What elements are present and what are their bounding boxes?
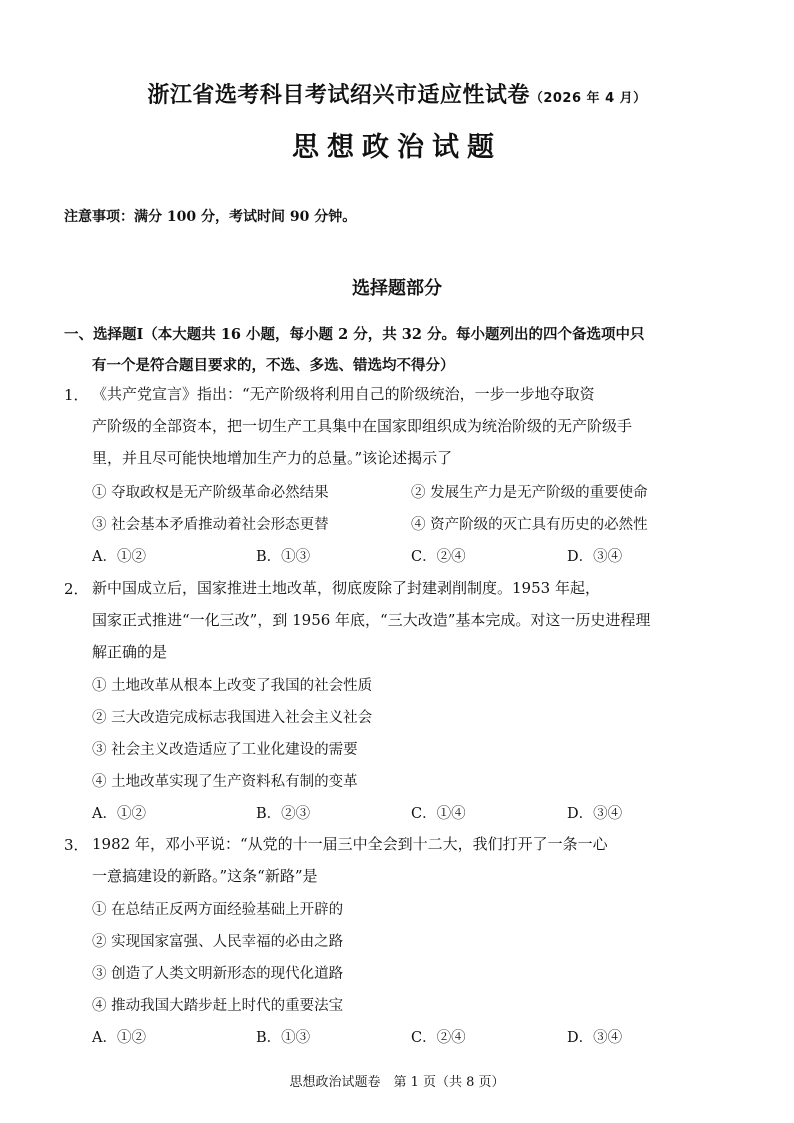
answer-choice: C．②④ (411, 549, 466, 565)
part-instructions (64, 319, 734, 381)
statement-option: ③ 社会基本矛盾推动着社会形态更替 (92, 517, 329, 533)
question-text-line: 1982 年，邓小平说：“从党的十一届三中全会到十二大，我们打开了一条一心 (92, 835, 608, 853)
statement-option: ① 土地改革从根本上改变了我国的社会性质 (92, 678, 373, 694)
answer-choice: A．①② (92, 549, 146, 565)
exam-title-text: 浙江省选考科目考试绍兴市适应性试卷 (147, 83, 530, 108)
page-footer: 思想政治试题卷 第 1 页（共 8 页） (289, 1075, 505, 1090)
question-text-line: 《共产党宣言》指出：“无产阶级将利用自己的阶级统治，一步一步地夺取资 (92, 385, 595, 403)
statement-option: ④ 推动我国大踏步赶上时代的重要法宝 (92, 998, 344, 1014)
exam-title (0, 78, 794, 109)
statement-option: ④ 资产阶级的灭亡具有历史的必然性 (411, 517, 648, 533)
part-instructions-line-1: 一、选择题Ⅰ（本大题共 16 小题，每小题 2 分，共 32 分。每小题列出的四个备选项中只 (64, 326, 645, 343)
question-text-line: 解正确的是 (92, 643, 168, 661)
question-number: 2． (64, 580, 89, 598)
answer-choice: B．②③ (256, 806, 311, 822)
statement-option: ② 三大改造完成标志我国进入社会主义社会 (92, 710, 373, 726)
subject-title: 思想政治试题 (292, 132, 502, 163)
question-number: 3． (64, 836, 89, 854)
answer-choice: C．①④ (411, 806, 466, 822)
answer-choice: D．③④ (567, 806, 623, 822)
answer-choice: A．①② (92, 806, 146, 822)
statement-option: ③ 社会主义改造适应了工业化建设的需要 (92, 742, 358, 758)
exam-date: （2026 年 4 月） (529, 91, 647, 106)
question-number: 1． (64, 386, 89, 404)
answer-choice: C．②④ (411, 1030, 466, 1046)
statement-option: ④ 土地改革实现了生产资料私有制的变革 (92, 774, 358, 790)
answer-choice: D．③④ (567, 1030, 623, 1046)
question-text-line: 一意搞建设的新路。”这条“新路”是 (92, 867, 318, 885)
question-text-line: 新中国成立后，国家推进土地改革，彻底废除了封建剥削制度。1953 年起， (92, 579, 600, 597)
answer-choice: B．①③ (256, 1030, 311, 1046)
answer-choice: A．①② (92, 1030, 146, 1046)
answer-choice: B．①③ (256, 549, 311, 565)
statement-option: ② 实现国家富强、人民幸福的必由之路 (92, 934, 344, 950)
statement-option: ② 发展生产力是无产阶级的重要使命 (411, 485, 648, 501)
statement-option: ③ 创造了人类文明新形态的现代化道路 (92, 966, 344, 982)
statement-option: ① 在总结正反两方面经验基础上开辟的 (92, 902, 344, 918)
question-text-line: 产阶级的全部资本，把一切生产工具集中在国家即组织成为统治阶级的无产阶级手 (92, 417, 633, 435)
part-instructions-line-2: 有一个是符合题目要求的，不选、多选、错选均不得分） (92, 357, 455, 374)
statement-option: ① 夺取政权是无产阶级革命必然结果 (92, 485, 329, 501)
section-title: 选择题部分 (352, 278, 442, 299)
question-text-line: 国家正式推进“一化三改”，到 1956 年底，“三大改造”基本完成。对这一历史进程理 (92, 611, 651, 629)
notice-text: 注意事项：满分 100 分，考试时间 90 分钟。 (64, 209, 357, 225)
question-text-line: 里，并且尽可能快地增加生产力的总量。”该论述揭示了 (92, 449, 453, 467)
answer-choice: D．③④ (567, 549, 623, 565)
